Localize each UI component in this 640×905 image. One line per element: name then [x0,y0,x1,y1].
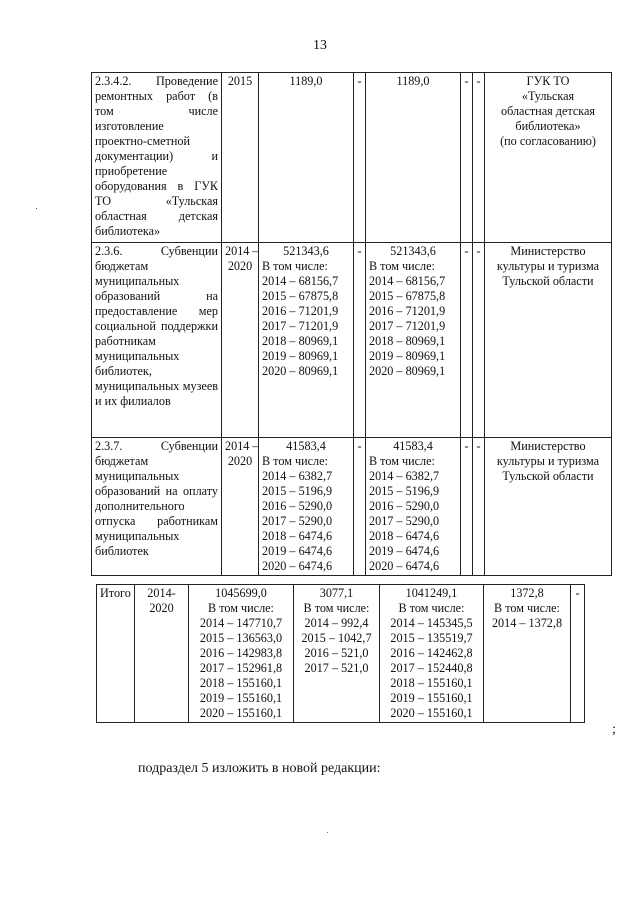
cell-line: 2020 – 6474,6 [369,559,440,573]
cell-line: 2014- [147,586,176,600]
cell-line: 2015 – 5196,9 [369,484,440,498]
empty-cell [585,585,607,723]
semicolon: ; [612,722,616,737]
cell-line: 2020 – 155160,1 [199,706,283,720]
cell-line: Министерство [510,244,586,258]
activity-federal: - [354,73,366,243]
cell-line: 2016 – 71201,9 [369,304,446,318]
cell-line: 2020 – 80969,1 [369,364,446,378]
cell-line: 2017 – 521,0 [304,661,369,675]
cell-line: 2020 [227,454,253,468]
cell-line: 2019 – 6474,6 [262,544,333,558]
activity-name: 2.3.4.2. Проведение ремонтных работ (в том числе изготовление проектно-сметной документации) и приобретение оборудования в ГУК ТО «Тульская областная детская библиотека» [92,73,222,243]
activity-period [222,73,259,243]
cell-line: 41583,4 [286,439,326,453]
cell-line: областная детская [500,104,596,118]
cell-line: 2020 – 6474,6 [262,559,333,573]
cell-line: «Тульская [521,89,575,103]
activity-name: 2.3.6. Субвенции бюджетам муниципальных образований на предоставление мер социальной поддержки работникам муниципальных библиотек, муниципальных музеев и их филиалов [92,243,222,438]
cell-line: Министерство [510,439,586,453]
cell-line: 521343,6 [390,244,436,258]
cell-line: 2016 – 521,0 [304,646,369,660]
cell-line: 1189,0 [396,74,430,88]
cell-line: 2018 – 6474,6 [369,529,440,543]
cell-line: 2018 – 155160,1 [199,676,283,690]
cell-line: 2016 – 142983,8 [199,646,283,660]
cell-line: 2018 – 6474,6 [262,529,333,543]
cell-line: 2015 [227,74,253,88]
cell-line: культуры и туризма [496,454,600,468]
cell-line: 3077,1 [319,586,354,600]
activity-extra: - [473,438,485,576]
table-row [92,438,612,576]
cell-line: 2017 – 152440,8 [390,661,473,675]
cell-line: 1189,0 [289,74,323,88]
cell-line: ГУК ТО [526,74,570,88]
activity-executor [485,243,612,438]
activity-local: - [461,438,473,576]
cell-line: В том числе: [262,454,328,468]
cell-line: 2015 – 1042,7 [301,631,372,645]
cell-line: 2016 – 142462,8 [390,646,473,660]
activity-local: - [461,73,473,243]
activity-total [259,73,354,243]
cell-line: В том числе: [303,601,370,615]
total-table [96,584,607,723]
cell-line: 2019 – 155160,1 [390,691,473,705]
table-row [92,73,612,243]
activity-local: - [461,243,473,438]
footer-text: подраздел 5 изложить в новой редакции: [138,761,381,776]
cell-line: В том числе: [208,601,274,615]
activity-period [222,438,259,576]
activity-period [222,243,259,438]
activity-extra: - [473,243,485,438]
cell-line: 2020 – 155160,1 [390,706,473,720]
cell-line: В том числе: [369,454,435,468]
cell-line: культуры и туризма [496,259,600,273]
cell-line: 2019 – 80969,1 [262,349,339,363]
page-number: 13 [313,38,327,53]
cell-line: 2014 – 992,4 [304,616,369,630]
total-local [484,585,571,723]
cell-line: 1372,8 [510,586,544,600]
activity-total [259,243,354,438]
total-regional [380,585,484,723]
activity-name: 2.3.7. Субвенции бюджетам муниципальных образований на оплату дополнительного отпуска работникам муниципальных библиотек [92,438,222,576]
activity-federal: - [354,243,366,438]
total-period [135,585,189,723]
activity-executor [485,73,612,243]
cell-line: 2017 – 5290,0 [262,514,333,528]
total-label: Итого [97,585,135,723]
cell-line: 2019 – 80969,1 [369,349,446,363]
cell-line: 2014 – [225,244,259,258]
cell-line: В том числе: [398,601,465,615]
cell-line: 2016 – 5290,0 [369,499,440,513]
cell-line: 2014 – 6382,7 [369,469,440,483]
cell-line: 1045699,0 [215,586,267,600]
table-row [92,243,612,438]
cell-line: 2017 – 152961,8 [199,661,283,675]
total-federal [294,585,380,723]
cell-line: 41583,4 [393,439,433,453]
cell-line: 521343,6 [283,244,329,258]
cell-line: 2015 – 136563,0 [199,631,283,645]
cell-line: 2015 – 67875,8 [369,289,446,303]
cell-line: 2019 – 155160,1 [199,691,283,705]
cell-line: В том числе: [262,259,328,273]
cell-line: 2020 [149,601,174,615]
cell-line: 2019 – 6474,6 [369,544,440,558]
cell-line: библиотека» [515,119,581,133]
activity-regional [366,438,461,576]
cell-line: 2017 – 5290,0 [369,514,440,528]
total-row [97,585,607,723]
scan-speck [327,832,328,833]
cell-line: 2016 – 71201,9 [262,304,339,318]
cell-line: 2016 – 5290,0 [262,499,333,513]
cell-line: 2014 – 68156,7 [262,274,339,288]
cell-line: 2015 – 135519,7 [390,631,473,645]
cell-line: 2014 – 6382,7 [262,469,333,483]
activity-federal: - [354,438,366,576]
cell-line: 2014 – 145345,5 [390,616,473,630]
cell-line: 2018 – 80969,1 [369,334,446,348]
activity-extra: - [473,73,485,243]
activity-regional [366,73,461,243]
cell-line: 2014 – 147710,7 [199,616,283,630]
activity-executor [485,438,612,576]
cell-line: 2018 – 80969,1 [262,334,339,348]
cell-line: 2014 – 68156,7 [369,274,446,288]
cell-line: 2014 – [225,439,259,453]
scan-speck [36,208,37,209]
cell-line: 2015 – 67875,8 [262,289,339,303]
cell-line: 2017 – 71201,9 [262,319,339,333]
cell-line: 2020 – 80969,1 [262,364,339,378]
cell-line: 1041249,1 [405,586,458,600]
cell-line: 2017 – 71201,9 [369,319,446,333]
activity-regional [366,243,461,438]
cell-line: 2020 [227,259,253,273]
total-all-sources [189,585,294,723]
cell-line: (по согласованию) [500,134,596,148]
cell-line: В том числе: [369,259,435,273]
activity-total [259,438,354,576]
total-extra: - [571,585,585,723]
cell-line: 2018 – 155160,1 [390,676,473,690]
cell-line: Тульской области [502,274,594,288]
activities-table [91,72,612,576]
cell-line: Тульской области [502,469,594,483]
cell-line: В том числе: [494,601,560,615]
cell-line: 2014 – 1372,8 [491,616,563,630]
cell-line: 2015 – 5196,9 [262,484,333,498]
